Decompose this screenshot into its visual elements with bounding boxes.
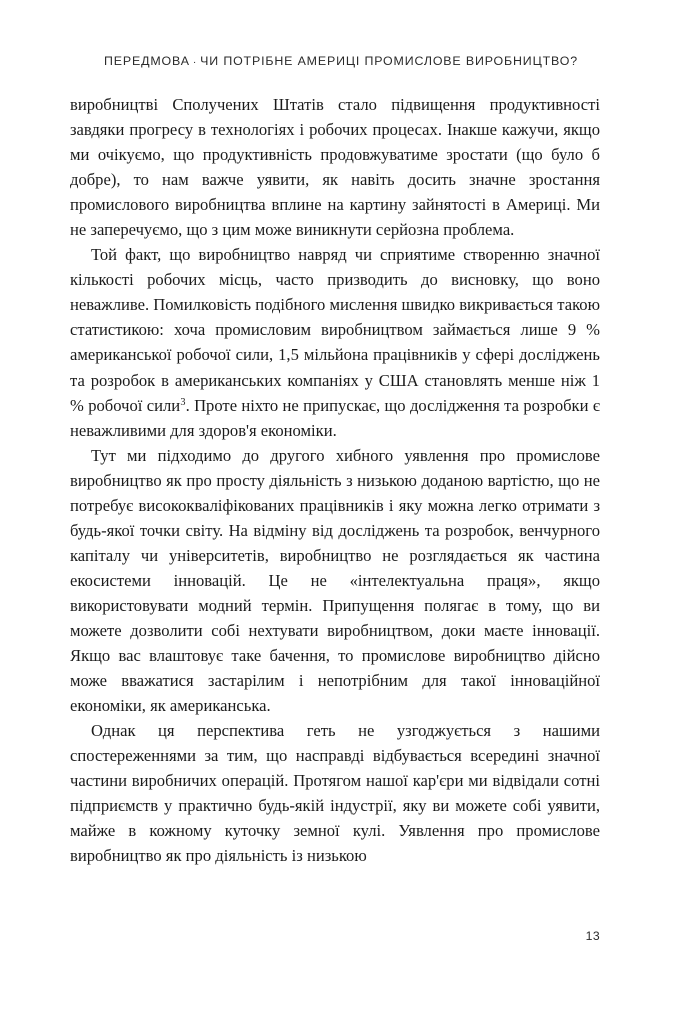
body-text-block <box>70 92 600 868</box>
paragraph-1: виробництві Сполучених Штатів стало підвищення продуктивності завдяки прогресу в технологіях і робочих процесах. Інакше кажучи, якщо ми очікуємо, що продуктивність продовжуватиме зростати (що було б добре), то нам важче уявити, як навіть досить значне зростання промислового виробництва вплине на картину зайнятості в Америці. Ми не заперечуємо, що з цим може виникнути серйозна проблема. <box>70 95 600 240</box>
paragraph-2-text-before-footnote: Той факт, що виробництво навряд чи сприятиме створенню значної кількості робочих місць, часто призводить до висновку, що воно неважливе. Помилковість подібного мислення швидко викривається такою статистикою: хоча промисловим виробництвом займається лише 9 % американської робочої сили, 1,5 мільйона працівників у сфері досліджень та розробок в американських компаніях у США становлять менше ніж 1 % робочої сили <box>70 245 600 415</box>
page-number: 13 <box>585 929 600 943</box>
footnote-reference-3[interactable]: 3 <box>180 397 186 409</box>
running-head-chapter-title: ЧИ ПОТРІБНЕ АМЕРИЦІ ПРОМИСЛОВЕ ВИРОБНИЦТВО? <box>200 54 578 68</box>
running-head <box>70 54 612 68</box>
running-head-separator: · <box>192 57 198 68</box>
running-head-chapter-label: ПЕРЕДМОВА <box>104 54 190 68</box>
paragraph-4: Однак ця перспектива геть не узгоджується з нашими спостереженнями за тим, що насправді відбувається всередині значної частини виробничих операцій. Протягом нашої кар'єри ми відвідали сотні підприємств у практично будь-якій індустрії, яку ви можете собі уявити, майже в кожному куточку земної кулі. Уявлення про промислове виробництво як про діяльність із низькою <box>70 721 600 866</box>
paragraph-3: Тут ми підходимо до другого хибного уявлення про промислове виробництво як про просту діяльність з низькою доданою вартістю, що не потребує висококваліфікованих працівників і яку можна легко отримати з будь-якої точки світу. На відміну від досліджень та розробок, венчурного капіталу чи університетів, виробництво не розглядається як частина екосистеми інновацій. Це не «інтелектуальна праця», якщо використовувати модний термін. Припущення полягає в тому, що ви можете дозволити собі нехтувати виробництвом, доки маєте інновації. Якщо вас влаштовує таке бачення, то промислове виробництво дійсно може вважатися застарілим і непотрібним для такої інноваційної економіки, як американська. <box>70 445 600 716</box>
paragraph-2-text-after-footnote: . Проте ніхто не припускає, що дослідження та розробки є неважливими для здоров'я економіки. <box>70 395 600 440</box>
paragraph-2 <box>70 242 600 442</box>
